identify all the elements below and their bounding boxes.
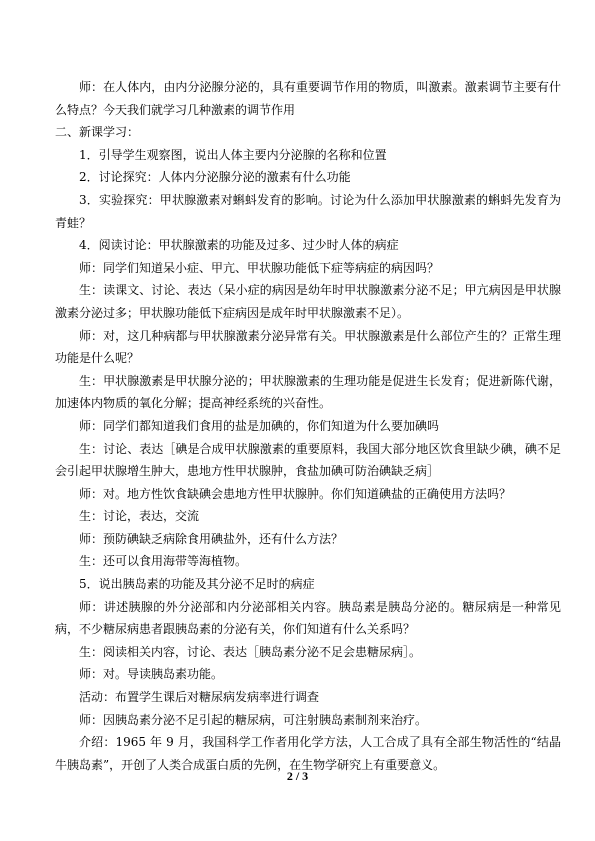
paragraph: 生：还可以食用海带等海植物。	[79, 554, 248, 569]
paragraph: 师：同学们都知道我们食用的盐是加碘的，你们知道为什么要加碘吗	[79, 418, 440, 433]
paragraph: 4．阅读讨论：甲状腺激素的功能及过多、过少时人体的病症	[79, 238, 399, 253]
paragraph: 师：在人体内，由内分泌腺分泌的，具有重要调节作用的物质，叫激素。激素调节主要有什么特点？今天我们就学习几种激素的调节作用	[55, 80, 561, 117]
paragraph: 3．实验探究：甲状腺激素对蝌蚪发育的影响。讨论为什么添加甲状腺激素的蝌蚪先发育为青蛙？	[55, 192, 561, 230]
paragraph: 师：对。地方性饮食缺碘会患地方性甲状腺肿。你们知道碘盐的正确使用方法吗？	[79, 486, 512, 501]
document-body	[55, 76, 561, 776]
paragraph: 师：对。导读胰岛素功能。	[79, 667, 224, 682]
paragraph: 5．说出胰岛素的功能及其分泌不足时的病症	[79, 577, 315, 592]
page-number: 2 / 3	[286, 769, 309, 783]
paragraph: 生：讨论，表达，交流	[79, 509, 200, 524]
paragraph: 2．讨论探究：人体内分泌腺分泌的激素有什么功能	[79, 170, 351, 185]
section-heading: 二、新课学习：	[55, 125, 140, 140]
paragraph: 师：同学们知道呆小症、甲亢、甲状腺功能低下症等病症的病因吗？	[79, 260, 440, 275]
paragraph: 师：对，这几种病都与甲状腺激素分泌异常有关。甲状腺激素是什么部位产生的？正常生理功能是什么呢？	[55, 328, 561, 366]
paragraph: 生：读课文、讨论、表达（呆小症的病因是幼年时甲状腺激素分泌不足；甲亢病因是甲状腺激素分泌过多；甲状腺功能低下症病因是成年时甲状腺激素不足）。	[55, 283, 561, 320]
paragraph: 介绍：1965 年 9 月，我国科学工作者用化学方法，人工合成了具有全部生物活性的“结晶牛胰岛素”，开创了人类合成蛋白质的先例，在生物学研究上有重要意义。	[55, 735, 561, 772]
paragraph: 生：讨论、表达［碘是合成甲状腺激素的重要原料，我国大部分地区饮食里缺少碘，碘不足会引起甲状腺增生肿大，患地方性甲状腺肿，食盐加碘可防治碘缺乏病］	[55, 441, 561, 479]
paragraph: 师：因胰岛素分泌不足引起的糖尿病，可注射胰岛素制剂来治疗。	[79, 712, 428, 727]
paragraph: 生：甲状腺激素是甲状腺分泌的；甲状腺激素的生理功能是促进生长发育；促进新陈代谢，加速体内物质的氧化分解；提高神经系统的兴奋性。	[55, 373, 561, 411]
paragraph: 师：预防碘缺乏病除食用碘盐外，还有什么方法？	[79, 531, 344, 546]
paragraph: 1．引导学生观察图，说出人体主要内分泌腺的名称和位置	[79, 147, 387, 162]
paragraph: 活动：布置学生课后对糖尿病发病率进行调查	[79, 690, 320, 705]
paragraph: 生：阅读相关内容，讨论、表达［胰岛素分泌不足会患糖尿病］。	[79, 644, 422, 659]
paragraph: 师：讲述胰腺的外分泌部和内分泌部相关内容。胰岛素是胰岛分泌的。糖尿病是一种常见病，不少糖尿病患者跟胰岛素的分泌有关，你们知道有什么关系吗？	[55, 599, 561, 637]
